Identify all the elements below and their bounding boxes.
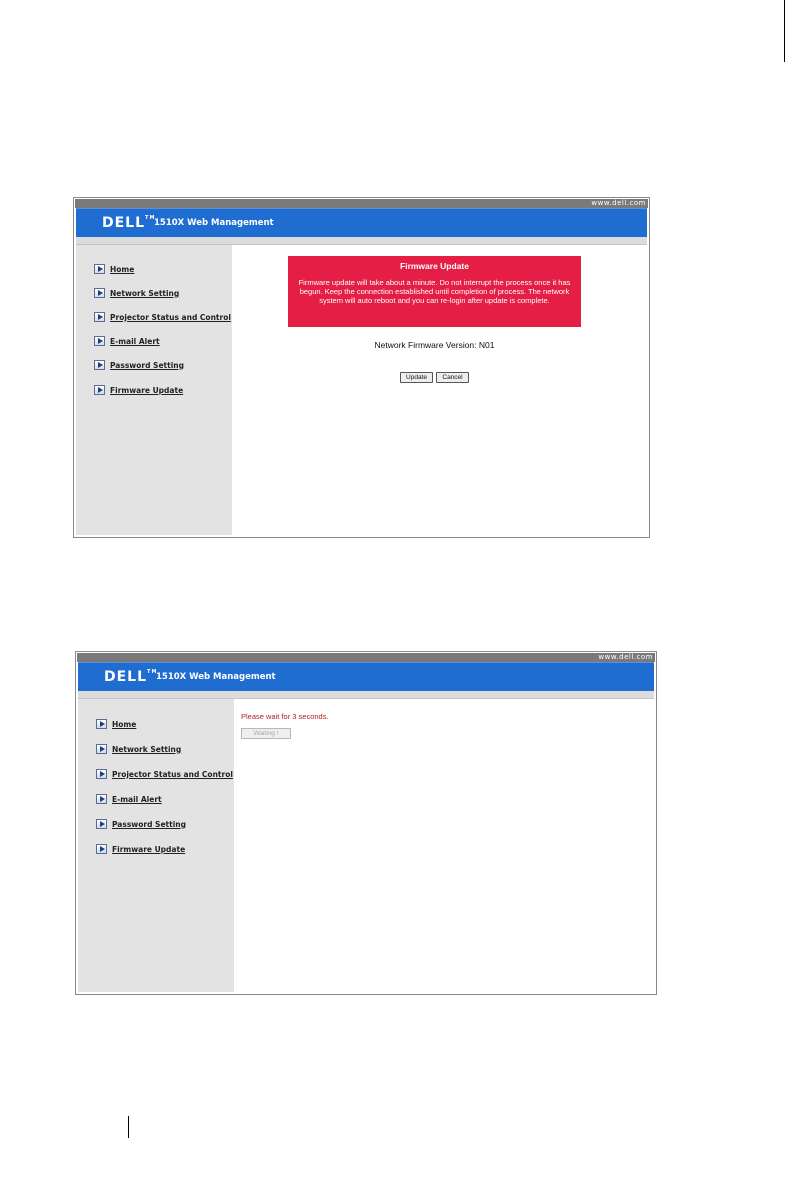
arrow-icon [94,312,105,322]
arrow-icon [96,769,107,779]
header-divider [78,691,654,699]
sidebar-item-network-setting[interactable]: Network Setting [96,742,181,756]
sidebar-item-projector-status[interactable]: Projector Status and Control [94,310,231,324]
sidebar-item-password-setting[interactable]: Password Setting [96,817,186,831]
app-title: 1510X Web Management [154,218,274,228]
arrow-icon [96,794,107,804]
dell-logo: DELL™ [104,669,158,685]
arrow-icon [94,264,105,274]
sidebar [78,699,234,992]
update-button[interactable]: Update [400,372,433,383]
sidebar-item-home[interactable]: Home [96,717,136,731]
sidebar-item-network-setting[interactable]: Network Setting [94,286,179,300]
arrow-icon [96,844,107,854]
sidebar-item-firmware-update[interactable]: Firmware Update [96,842,185,856]
wait-message: Please wait for 3 seconds. [241,712,329,721]
sidebar-item-firmware-update[interactable]: Firmware Update [94,383,183,397]
top-url-bar[interactable]: www.dell.com [77,653,655,662]
waiting-button: Waiting ! [241,728,291,739]
dell-logo: DELL™ [102,215,156,231]
arrow-icon [96,744,107,754]
brand-header [78,662,654,691]
brand-header [76,208,647,237]
app-title: 1510X Web Management [156,672,276,682]
arrow-icon [94,336,105,346]
firmware-warning-box [288,256,581,327]
firmware-version: Network Firmware Version: N01 [374,340,495,350]
header-divider [76,237,647,245]
main-content [234,699,654,992]
firmware-update-screenshot [73,197,650,538]
cancel-button[interactable]: Cancel [436,372,469,383]
sidebar-item-email-alert[interactable]: E-mail Alert [96,792,162,806]
arrow-icon [94,288,105,298]
warning-message: Firmware update will take about a minute. Do not interrupt the process once it has begun. Keep the connection established until completion of process. The network system will auto reboot and you can re-login after update is complete. [298,278,571,305]
arrow-icon [96,719,107,729]
arrow-icon [96,819,107,829]
sidebar-item-projector-status[interactable]: Projector Status and Control [96,767,233,781]
main-content [232,245,647,535]
sidebar-item-home[interactable]: Home [94,262,134,276]
firmware-waiting-screenshot [75,651,657,995]
arrow-icon [94,385,105,395]
page-edge-line [784,0,785,62]
arrow-icon [94,360,105,370]
top-url-bar[interactable]: www.dell.com [75,199,648,208]
sidebar-item-password-setting[interactable]: Password Setting [94,358,184,372]
warning-title: Firmware Update [400,261,469,271]
sidebar-item-email-alert[interactable]: E-mail Alert [94,334,160,348]
footer-rule [128,1116,129,1138]
sidebar [76,245,232,535]
